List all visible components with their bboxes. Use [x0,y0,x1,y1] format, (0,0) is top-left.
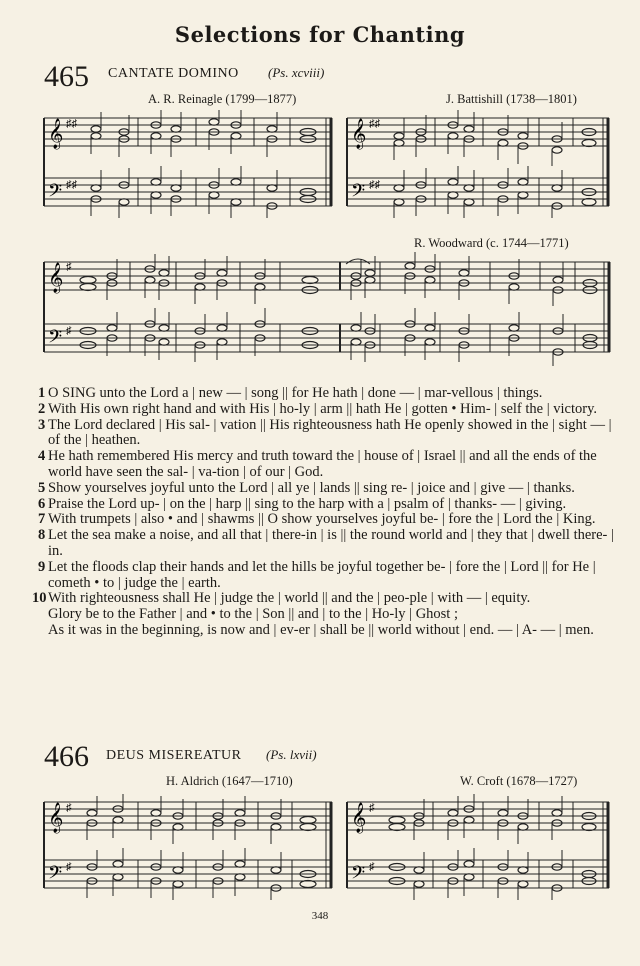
music-score [40,252,614,368]
svg-text:𝄢: 𝄢 [351,181,366,206]
svg-text:𝄢: 𝄢 [48,863,63,888]
verse-text: With trumpets | also • and | shawms || O show yourselves joyful be- | fore the | Lord the | King. [48,511,596,528]
chant-title: DEUS MISEREATUR [106,748,242,763]
svg-text:𝄞: 𝄞 [351,119,367,149]
gloria-line [48,607,614,623]
verse-list [32,385,614,639]
svg-text:𝄞: 𝄞 [48,803,64,833]
chant-title: CANTATE DOMINO [108,66,239,81]
svg-text:𝄞: 𝄞 [351,803,367,833]
gloria-line [48,623,614,639]
svg-text:♯♯: ♯♯ [369,118,380,130]
verse-text: Let the floods clap their hands and let the hills be joyful together be- | fore the | Lord || for He | cometh • to | judge the | earth. [48,558,596,591]
svg-text:𝄞: 𝄞 [48,263,64,293]
verse [38,511,614,528]
verse-text: Show yourselves joyful unto the Lord | all ye | lands || sing re- | joice and | give — | thanks. [48,479,575,496]
composer-credit: J. Battishill (1738—1801) [446,92,577,106]
svg-text:𝄞: 𝄞 [48,119,64,149]
page-number: 348 [311,910,329,922]
svg-text:♯: ♯ [66,861,72,873]
svg-text:♯: ♯ [369,861,375,873]
psalm-reference: (Ps. xcviii) [268,65,325,80]
music-score [40,792,336,902]
verse-number: 7 [38,511,46,528]
music-score [343,792,613,902]
verse-number: 6 [38,495,46,512]
verse-text: Let the sea make a noise, and all that | there-in | is || the round world and | they that | dwell there- | in. [48,527,614,559]
verse-number: 5 [38,479,46,496]
composer-credit: A. R. Reinagle (1799—1877) [148,92,297,106]
page-header: Selections for Chanting [174,22,466,47]
verse-number: 9 [38,558,46,575]
verse-text: He hath remembered His mercy and truth toward the | house of | Israel || and all the ends of the world have seen the sal- | va-tion | of our | God. [48,448,597,480]
psalm-reference: (Ps. lxvii) [266,747,317,762]
composer-credit: R. Woodward (c. 1744—1771) [414,236,569,250]
verse-number: 4 [38,448,46,465]
svg-text:♯♯: ♯♯ [66,179,77,191]
svg-text:♯♯: ♯♯ [369,179,380,191]
composer-credit: W. Croft (1678—1727) [460,774,578,788]
svg-text:𝄢: 𝄢 [48,181,63,206]
svg-text:♯: ♯ [369,802,375,814]
chant-number: 466 [44,740,89,773]
verse-text: O SING unto the Lord a | new — | song || for He hath | done — | mar-vellous | things. [48,385,543,401]
verse-text: With righteousness shall He | judge the | world || and the | peo-ple | with — | equity. [48,590,531,607]
svg-text:♯♯: ♯♯ [66,118,77,130]
svg-text:♯: ♯ [66,325,72,337]
verse [38,416,614,450]
svg-text:♯: ♯ [66,802,72,814]
verse-text: The Lord declared | His sal- | vation || His righteousness hath He openly showed in the | sight — | of the | heathen. [48,416,612,449]
verse [38,527,614,560]
verse-text: Glory be to the Father | and • to the | Son || and | to the | Ho-ly | Ghost ; [48,606,458,623]
verse-number: 1 [38,385,46,401]
music-score [40,110,336,220]
svg-text:♯: ♯ [66,261,72,273]
verse-text: Praise the Lord up- | on the | harp || sing to the harp with a | psalm of | thanks- — | giving. [48,495,567,512]
verse [38,385,614,402]
svg-text:𝄢: 𝄢 [351,863,366,888]
verse-text: With His own right hand and with His | ho-ly | arm || hath He | gotten • Him- | self the | victory. [48,400,598,417]
music-score [343,110,613,220]
svg-text:𝄢: 𝄢 [48,327,63,352]
verse-number: 10 [32,590,47,607]
chant-number: 465 [44,60,89,93]
verse [38,479,614,497]
verse [38,558,614,592]
verse-number: 3 [38,416,46,433]
verse [38,448,614,481]
verse-text: As it was in the beginning, is now and | ev-er | shall be || world without | end. — | A- — | men. [48,621,594,638]
verse [38,495,614,513]
verse-number: 2 [38,400,46,417]
verse [38,400,614,418]
verse-number: 8 [38,527,46,544]
verse [32,590,614,607]
composer-credit: H. Aldrich (1647—1710) [166,774,293,788]
